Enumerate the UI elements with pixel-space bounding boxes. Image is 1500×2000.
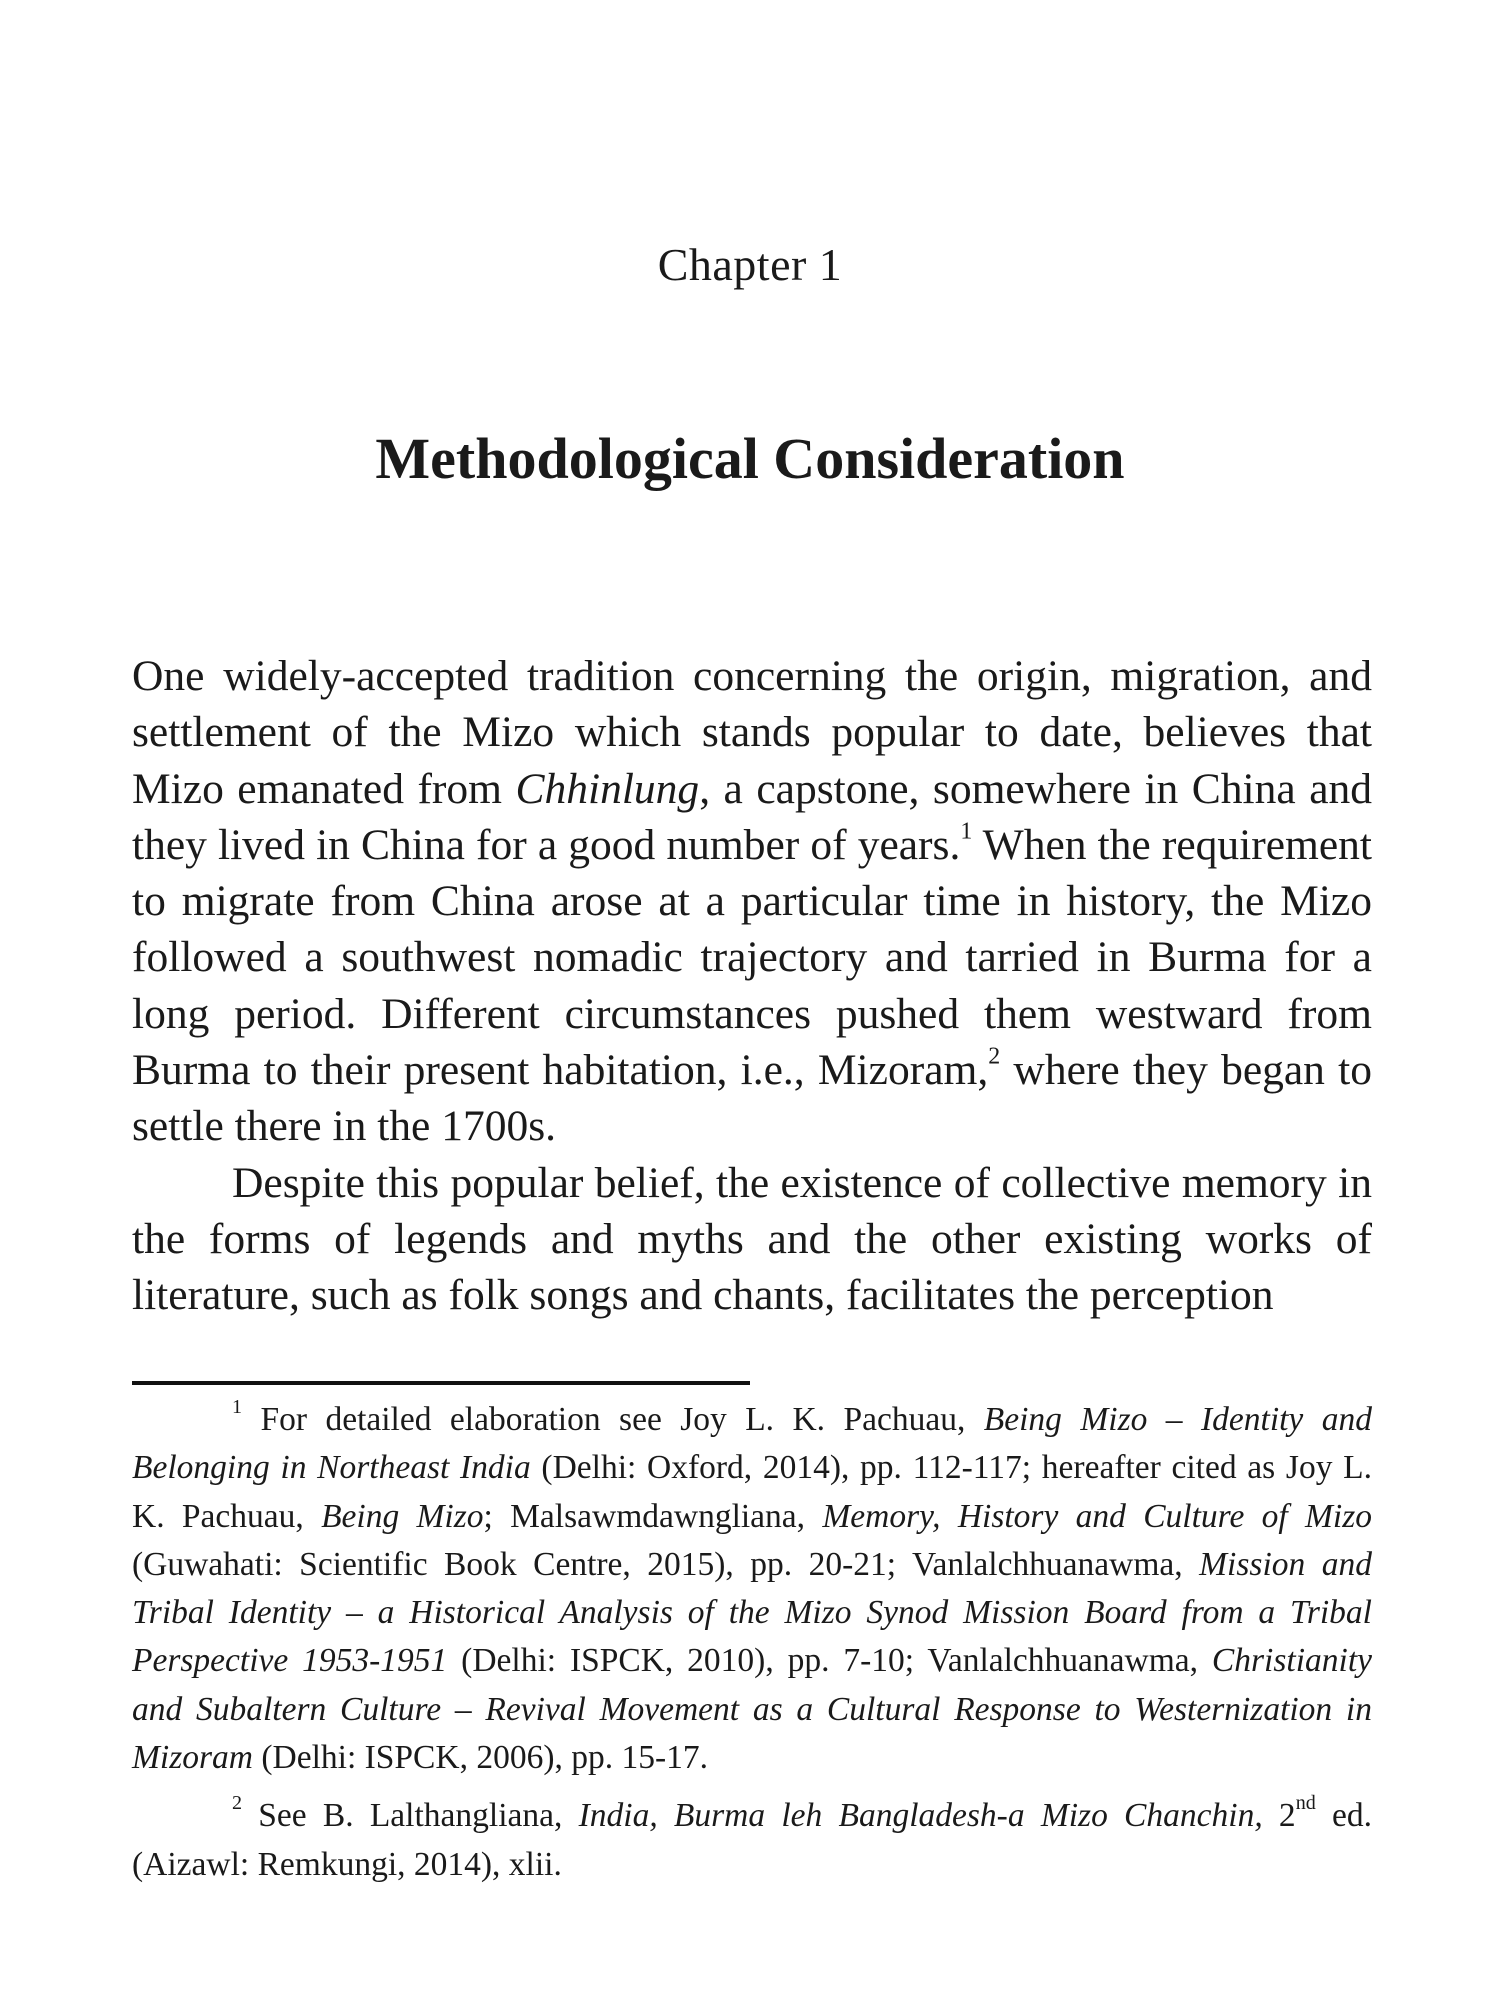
paragraph-1-text-d: where they began to settle there in the 1700s. <box>132 1046 1373 1151</box>
footnote-2-title-1: India, Burma leh Bangladesh-a Mizo Chanchin, <box>578 1797 1263 1835</box>
chhinlung-term: Chhinlung <box>515 764 700 813</box>
footnote-1-text-2: (Delhi: Oxford, 2014), pp. 112-117; hereafter cited as Joy L. K. Pachuau, <box>132 1449 1372 1535</box>
paragraph-1-text-a: One widely-accepted tradition concerning the origin, migration, and settlement of the Mizo which stands popular to date, believes that Mizo emanated from <box>132 652 1372 813</box>
chapter-title: Methodological Consideration <box>375 426 1125 491</box>
footnote-2-ordinal-suffix: nd <box>1295 1792 1316 1815</box>
footnote-1-text-5: (Delhi: ISPCK, 2010), pp. 7-10; Vanlalchhuanawma, <box>447 1642 1212 1680</box>
footnotes <box>132 1396 1372 1889</box>
footnote-ref-1[interactable]: 1 <box>960 818 973 845</box>
footnote-1 <box>132 1396 1372 1782</box>
footnote-divider <box>132 1381 750 1385</box>
footnote-ref-2[interactable]: 2 <box>988 1043 1001 1070</box>
paragraph-1-text-b: , a capstone, somewhere in China and they lived in China for a good number of years. <box>132 764 1372 869</box>
footnote-1-title-5: Christianity and Subaltern Culture – Revival Movement as a Cultural Response to Westernization in Mizoram <box>132 1642 1372 1777</box>
footnote-1-text-1: For detailed elaboration see Joy L. K. Pachuau, <box>242 1401 984 1438</box>
footnote-1-text-4: (Guwahati: Scientific Book Centre, 2015), pp. 20-21; Vanlalchhuanawma, <box>132 1545 1200 1583</box>
footnote-2-number: 2 <box>232 1792 243 1815</box>
body-text <box>132 648 1372 1324</box>
footnote-1-title-3: Memory, History and Culture of Mizo <box>822 1497 1372 1535</box>
footnote-2-text-1: See B. Lalthangliana, <box>242 1797 579 1835</box>
footnote-1-text-3: ; Malsawmdawngliana, <box>483 1497 823 1535</box>
footnote-1-title-2: Being Mizo <box>321 1497 484 1535</box>
footnote-1-number: 1 <box>232 1395 243 1418</box>
paragraph-2: Despite this popular belief, the existence of collective memory in the forms of legends and myths and the other existing works of literature, such as folk songs and chants, facilitates the perception <box>132 1158 1372 1320</box>
footnote-1-title-4: Mission and Tribal Identity – a Historical Analysis of the Mizo Synod Mission Board from a Tribal Perspective 1953-1951 <box>132 1545 1372 1680</box>
footnote-2-text-2: 2 <box>1262 1797 1296 1835</box>
paragraph-1-text-c: When the requirement to migrate from China arose at a particular time in history, the Mizo followed a southwest nomadic trajectory and tarried in Burma for a long period. Different circumstances pushed them westward from Burma to their present habitation, i.e., Mizoram, <box>132 820 1372 1095</box>
footnote-1-text-6: (Delhi: ISPCK, 2006), pp. 15-17. <box>252 1739 709 1777</box>
footnote-1-title-1: Being Mizo – Identity and Belonging in Northeast India <box>132 1401 1372 1487</box>
paragraph-1 <box>132 648 1372 1155</box>
chapter-number: Chapter 1 <box>657 239 843 290</box>
footnote-2 <box>132 1792 1372 1889</box>
footnote-2-text-3: ed. (Aizawl: Remkungi, 2014), xlii. <box>132 1797 1373 1883</box>
